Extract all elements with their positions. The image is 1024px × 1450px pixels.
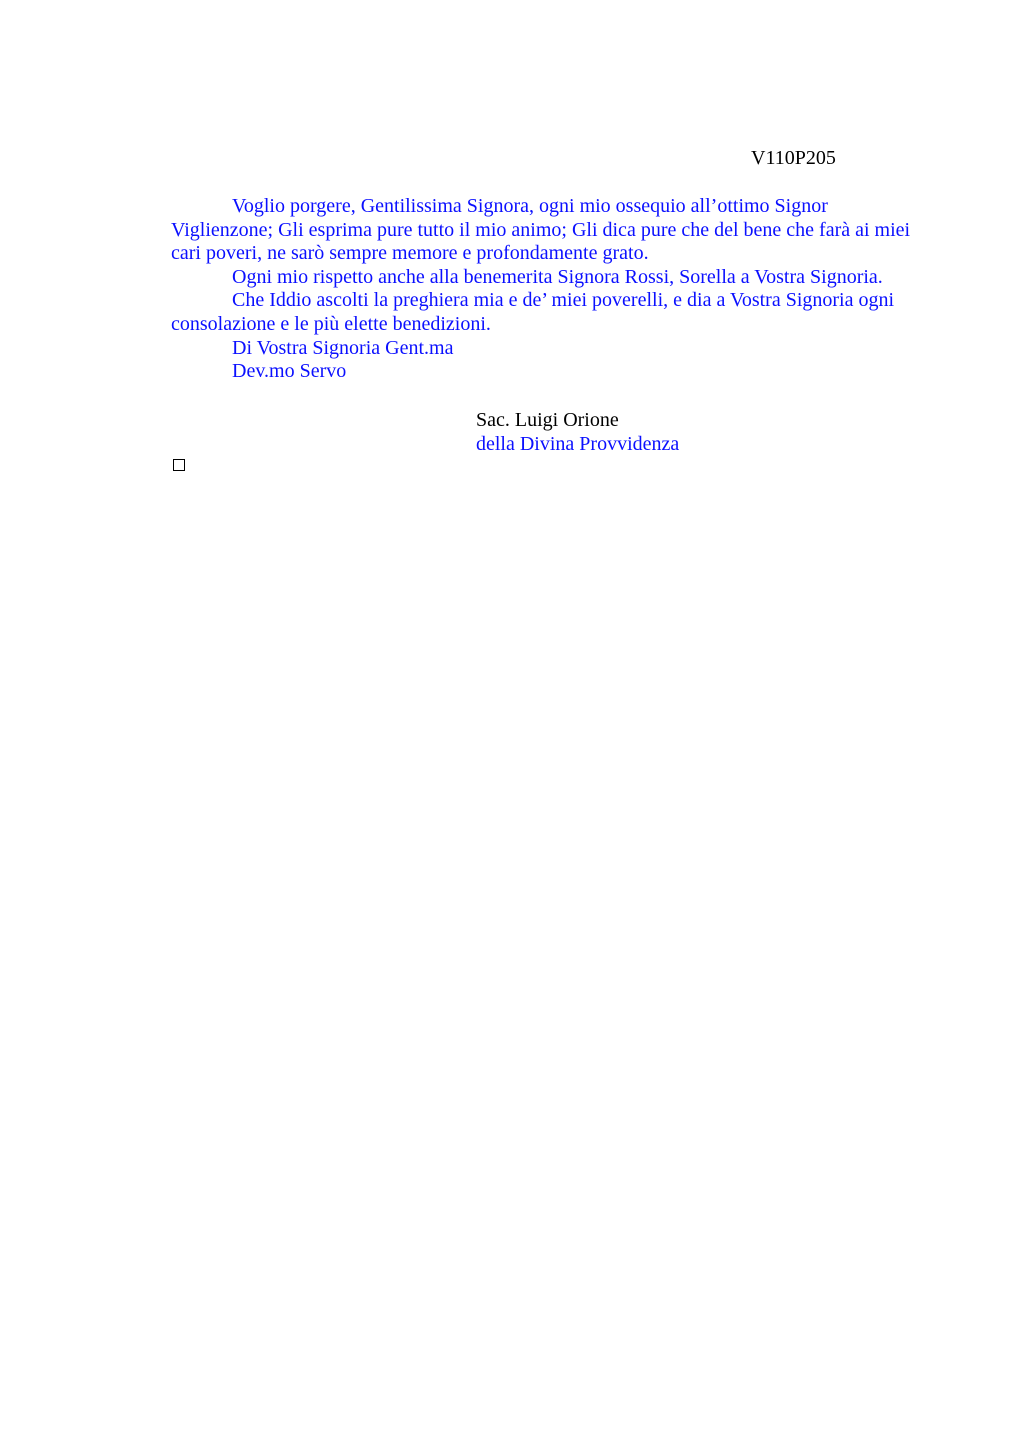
- signature-organization: della Divina Provvidenza: [476, 433, 680, 455]
- paragraph-benedizioni: Che Iddio ascolti la preghiera mia e de’ miei poverelli, e dia a Vostra Signoria ogni consolazione e le più elette benedizioni.: [171, 289, 895, 335]
- letter-body: [171, 195, 926, 384]
- document-reference: V110P205: [751, 147, 836, 169]
- signature-block: [476, 408, 679, 456]
- paragraph-rispetto: Ogni mio rispetto anche alla benemerita Signora Rossi, Sorella a Vostra Signoria.: [232, 265, 883, 288]
- checkbox-square-icon: [173, 459, 185, 471]
- signature-name: Sac. Luigi Orione: [476, 409, 619, 431]
- closing-servant: Dev.mo Servo: [232, 360, 347, 383]
- closing-salutation: Di Vostra Signoria Gent.ma: [232, 336, 454, 359]
- paragraph-ossequio: Voglio porgere, Gentilissima Signora, ogni mio ossequio all’ottimo Signor Viglienzone; Gli esprima pure tutto il mio animo; Gli dica pure che del bene che farà ai miei cari poveri, ne sarò sempre memore e profondamente grato.: [171, 195, 911, 265]
